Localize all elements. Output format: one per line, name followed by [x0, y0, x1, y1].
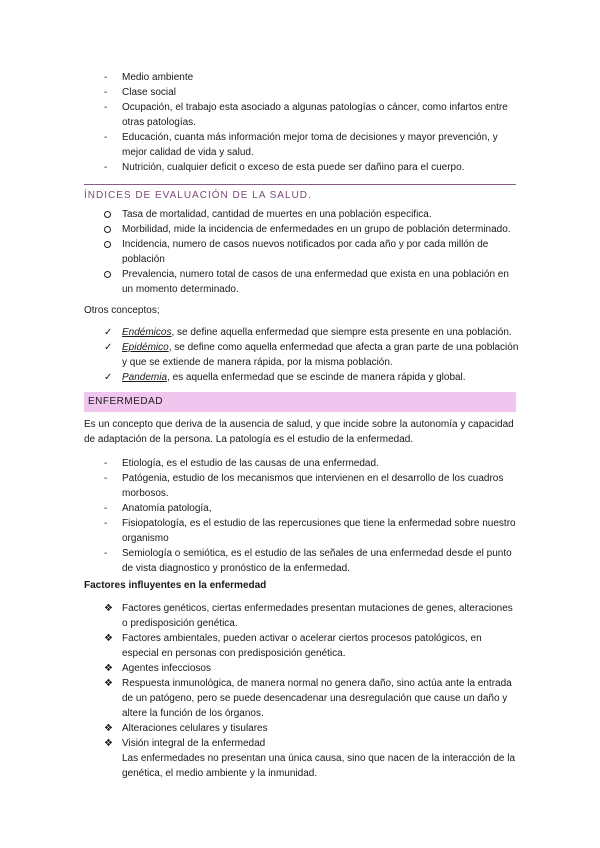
checkmark-icon: ✓: [104, 372, 113, 383]
diamond-bullet-icon: ❖: [104, 633, 113, 644]
list-item: ❖ Agentes infecciosos: [104, 663, 211, 674]
diamond-bullet-icon: ❖: [104, 663, 113, 674]
dash-marker: -: [104, 102, 108, 113]
list-item: Morbilidad, mide la incidencia de enfermedades en un grupo de población determinado.: [104, 222, 520, 237]
diamond-bullet-icon: ❖: [104, 603, 113, 614]
disease-study-list: [104, 456, 520, 576]
list-item: - Etiología, es el estudio de las causas de una enfermedad.: [104, 458, 379, 469]
list-item: - Semiología o semiótica, es el estudio de las señales de una enfermedad desde el punto de vista diagnostico y pronóstico de la enfermedad.: [104, 548, 512, 574]
dash-marker: -: [104, 87, 108, 98]
list-item: Prevalencia, numero total de casos de una enfermedad que exista en una población en un momento determinado.: [104, 267, 520, 297]
checkmark-icon: ✓: [104, 342, 113, 353]
list-item: ❖ Respuesta inmunológica, de manera normal no genera daño, sino actúa ante la entrada de un patógeno, pero se puede desencadenar una desregulación que cause un daño y altere la función de los órganos.: [104, 678, 512, 719]
diamond-bullet-icon: ❖: [104, 738, 113, 749]
list-item: - Clase social: [104, 87, 176, 98]
checkmark-icon: ✓: [104, 327, 113, 338]
list-item: ✓ Pandemia, es aquella enfermedad que se escinde de manera rápida y global.: [104, 372, 466, 383]
list-item: ✓ Endémicos, se define aquella enfermedad que siempre esta presente en una población.: [104, 327, 512, 338]
list-item: ❖ Factores ambientales, pueden activar o acelerar ciertos procesos patológicos, en especial en personas con predisposición genética.: [104, 633, 482, 659]
factores-heading: Factores influyentes en la enfermedad: [84, 580, 267, 591]
dash-marker: -: [104, 518, 108, 529]
term: Endémicos: [122, 327, 172, 338]
circle-bullet-icon: [104, 241, 111, 248]
diamond-bullet-icon: ❖: [104, 678, 113, 689]
list-item: ❖ Alteraciones celulares y tisulares: [104, 723, 268, 734]
dash-marker: -: [104, 72, 108, 83]
otros-conceptos-label: Otros conceptos;: [84, 305, 160, 316]
dash-marker: -: [104, 162, 108, 173]
term: Epidémico: [122, 342, 169, 353]
diamond-bullet-icon: ❖: [104, 723, 113, 734]
dash-marker: -: [104, 458, 108, 469]
section-heading-enfermedad: ENFERMEDAD: [84, 392, 516, 412]
circle-bullet-icon: [104, 226, 111, 233]
determinants-list: [104, 70, 520, 175]
section-rule: [84, 184, 516, 185]
list-item: - Nutrición, cualquier deficit o exceso de esta puede ser dañino para el cuerpo.: [104, 162, 465, 173]
term: Pandemia: [122, 372, 168, 383]
list-item: ❖ Factores genéticos, ciertas enfermedades presentan mutaciones de genes, alteraciones o predisposición genética.: [104, 603, 513, 629]
list-item: Incidencia, numero de casos nuevos notificados por cada año y por cada millón de población: [104, 237, 520, 267]
factores-note: Las enfermedades no presentan una única causa, sino que nacen de la interacción de la genética, el medio ambiente y la inmunidad.: [122, 753, 516, 779]
dash-marker: -: [104, 503, 108, 514]
list-item: Tasa de mortalidad, cantidad de muertes en una población especifica.: [104, 207, 520, 222]
circle-bullet-icon: [104, 211, 111, 218]
list-item: - Patógenia, estudio de los mecanismos que intervienen en el desarrollo de los cuadros morbosos.: [104, 473, 504, 499]
circle-bullet-icon: [104, 271, 111, 278]
indices-list: [104, 207, 520, 297]
dash-marker: -: [104, 132, 108, 143]
list-item: ❖ Visión integral de la enfermedad Las enfermedades no presentan una única causa, sino que nacen de la interacción de la genética, el medio ambiente y la inmunidad.: [104, 738, 516, 779]
list-item: - Medio ambiente: [104, 72, 194, 83]
list-item: - Ocupación, el trabajo esta asociado a algunas patologías o cáncer, como infartos entre otras patologías.: [104, 102, 508, 128]
factores-list: [104, 601, 520, 781]
list-item: - Anatomía patología,: [104, 503, 212, 514]
list-item: ✓ Epidémico, se define como aquella enfermedad que afecta a gran parte de una población y que se extiende de manera rápida, por la misma población.: [104, 342, 519, 368]
list-item: - Educación, cuanta más información mejor toma de decisiones y mayor prevención, y mejor calidad de vida y salud.: [104, 132, 498, 158]
list-item: - Fisiopatología, es el estudio de las repercusiones que tiene la enfermedad sobre nuestro organismo: [104, 518, 516, 544]
section-heading-indices: ÍNDICES DE EVALUACIÓN DE LA SALUD.: [84, 190, 312, 201]
dash-marker: -: [104, 548, 108, 559]
dash-marker: -: [104, 473, 108, 484]
conceptos-list: [104, 325, 520, 385]
enfermedad-intro: Es un concepto que deriva de la ausencia de salud, y que incide sobre la autonomía y capacidad de adaptación de la persona. La patología es el estudio de la enfermedad.: [84, 419, 514, 445]
